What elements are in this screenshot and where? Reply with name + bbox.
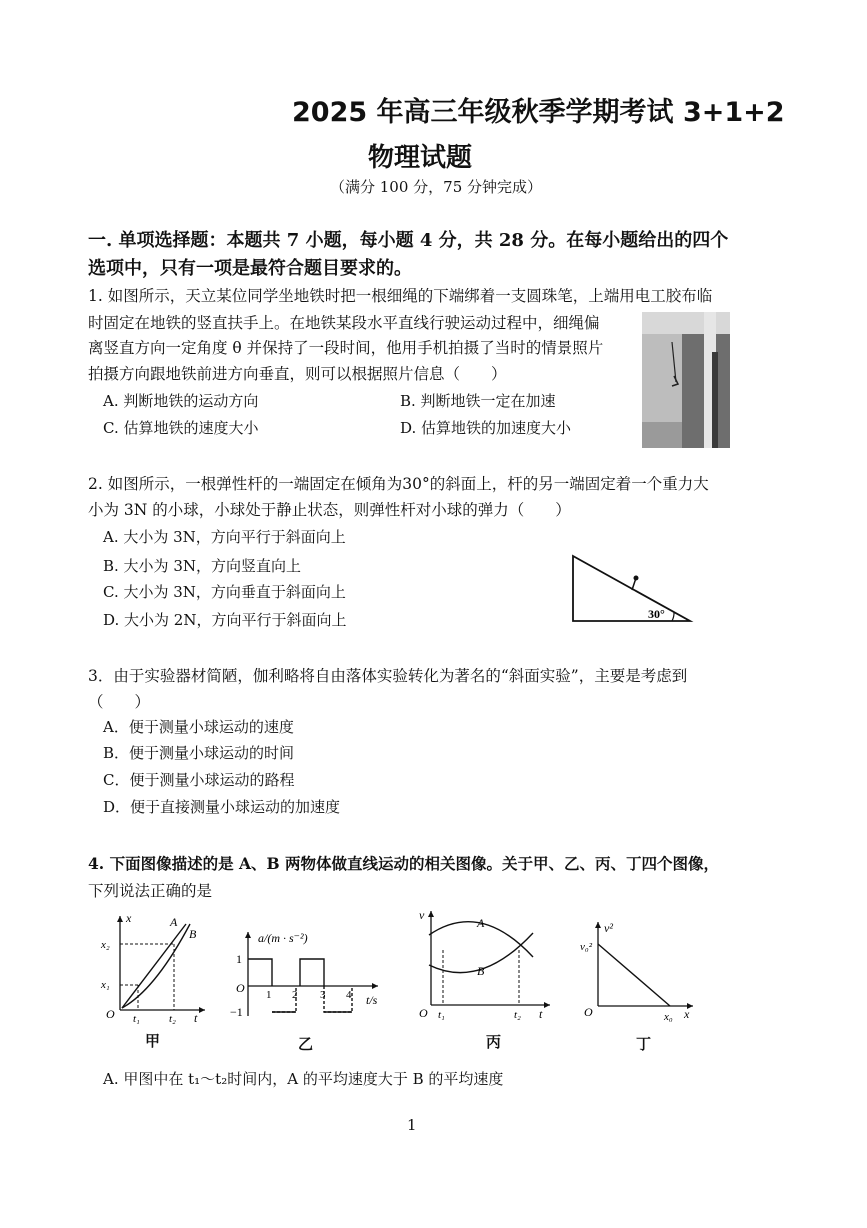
q3-line2: （ ） — [88, 693, 151, 711]
graph-label-bing: 丙 — [486, 1033, 502, 1051]
g1-x-axis-label: x — [126, 911, 132, 925]
g2-neg-one-label: −1 — [230, 1005, 243, 1018]
graph-label-jia: 甲 — [145, 1032, 161, 1050]
q1-line1: 1. 如图所示，天立某位同学坐地铁时把一根细绳的下端绑着一支圆珠笔，上端用电工胶布临 — [88, 287, 713, 305]
q2-option-a: A. 大小为 3N，方向平行于斜面向上 — [103, 528, 346, 546]
q1-option-b: B. 判断地铁一定在加速 — [400, 392, 556, 410]
g3-t1-label: t₁ — [438, 1009, 445, 1021]
q4-graph-bing — [415, 905, 555, 1025]
g3-t2-label: t₂ — [514, 1009, 521, 1021]
g1-t2-label: t₂ — [169, 1013, 176, 1025]
page-number: 1 — [407, 1116, 417, 1134]
q2-angle-label: 30° — [648, 607, 665, 621]
q3-line1: 3．由于实验器材简陋，伽利略将自由落体实验转化为著名的“斜面实验”，主要是考虑到 — [88, 667, 688, 685]
g2-tick-4: 4 — [346, 989, 352, 1001]
g4-x-axis-label: x — [684, 1007, 690, 1021]
q3-option-c: C．便于测量小球运动的路程 — [103, 771, 295, 789]
q3-option-b: B．便于测量小球运动的时间 — [103, 744, 295, 762]
graph-label-yi: 乙 — [298, 1035, 314, 1053]
g2-tick-3: 3 — [320, 989, 326, 1001]
q2-option-d: D. 大小为 2N，方向平行于斜面向上 — [103, 611, 347, 629]
g2-tick-2: 2 — [292, 989, 298, 1001]
q1-option-a: A. 判断地铁的运动方向 — [103, 392, 259, 410]
q4-graph-ding — [578, 918, 698, 1026]
g1-t-axis-label: t — [194, 1011, 198, 1025]
q2-line1: 2. 如图所示，一根弹性杆的一端固定在倾角为30°的斜面上，杆的另一端固定着一个重力大 — [88, 475, 709, 493]
g2-t-axis-label: t/s — [366, 993, 378, 1007]
q4-graph-jia — [100, 910, 210, 1025]
q1-option-d: D. 估算地铁的加速度大小 — [400, 419, 572, 437]
q2-incline-diagram — [566, 550, 696, 625]
q1-line2: 时固定在地铁的竖直扶手上。在地铁某段水平直线行驶运动过程中，细绳偏 — [88, 314, 600, 332]
g1-x2-label: x₂ — [101, 939, 110, 951]
section-heading-line2: 选项中，只有一项是最符合题目要求的。 — [88, 258, 412, 279]
g1-b-label: B — [189, 927, 197, 941]
g2-a-axis-label: a/(m · s⁻²) — [258, 931, 308, 945]
g3-origin-label: O — [419, 1006, 428, 1020]
g3-b-label: B — [477, 964, 485, 978]
q3-option-d: D．便于直接测量小球运动的加速度 — [103, 798, 341, 816]
q2-option-c: C. 大小为 3N，方向垂直于斜面向上 — [103, 583, 346, 601]
g2-origin-label: O — [236, 981, 245, 995]
section-heading-line1: 一. 单项选择题：本题共 7 小题，每小题 4 分，共 28 分。在每小题给出的四个 — [88, 230, 729, 251]
graph-label-ding: 丁 — [636, 1035, 652, 1053]
q2-line2: 小为 3N 的小球，小球处于静止状态，则弹性杆对小球的弹力（ ） — [88, 501, 571, 519]
g3-a-label: A — [477, 916, 485, 930]
g3-v-axis-label: v — [419, 908, 425, 922]
q4-option-a: A. 甲图中在 t₁～t₂时间内，A 的平均速度大于 B 的平均速度 — [103, 1070, 504, 1088]
q4-graph-yi — [228, 928, 393, 1018]
g1-origin-label: O — [106, 1007, 115, 1021]
exam-subject: 物理试题 — [368, 143, 473, 173]
g1-x1-label: x₁ — [101, 979, 110, 991]
exam-note: （满分 100 分，75 分钟完成） — [330, 178, 543, 196]
g2-tick-1: 1 — [266, 989, 272, 1001]
q4-line1: 4. 下面图像描述的是 A、B 两物体做直线运动的相关图像。关于甲、乙、丙、丁四个图像， — [88, 854, 719, 873]
g1-t1-label: t₁ — [133, 1013, 140, 1025]
g4-v02-label: v₀² — [580, 941, 593, 953]
q1-option-c: C. 估算地铁的速度大小 — [103, 419, 259, 437]
g2-one-label: 1 — [236, 952, 242, 966]
q1-line3: 离竖直方向一定角度 θ 并保持了一段时间，他用手机拍摄了当时的情景照片 — [88, 339, 604, 357]
g4-origin-label: O — [584, 1005, 593, 1019]
g3-t-axis-label: t — [539, 1007, 543, 1021]
q3-option-a: A．便于测量小球运动的速度 — [103, 718, 294, 736]
q1-subway-photo — [642, 312, 730, 448]
exam-title: 2025 年高三年级秋季学期考试 3+1+2 — [292, 97, 785, 128]
g4-v2-axis-label: v² — [604, 921, 613, 935]
q2-option-b: B. 大小为 3N，方向竖直向上 — [103, 557, 301, 575]
g4-x0-label: x₀ — [664, 1011, 673, 1023]
q4-line2: 下列说法正确的是 — [88, 882, 213, 900]
q1-line4: 拍摄方向跟地铁前进方向垂直，则可以根据照片信息（ ） — [88, 365, 507, 383]
g1-a-label: A — [170, 915, 178, 929]
